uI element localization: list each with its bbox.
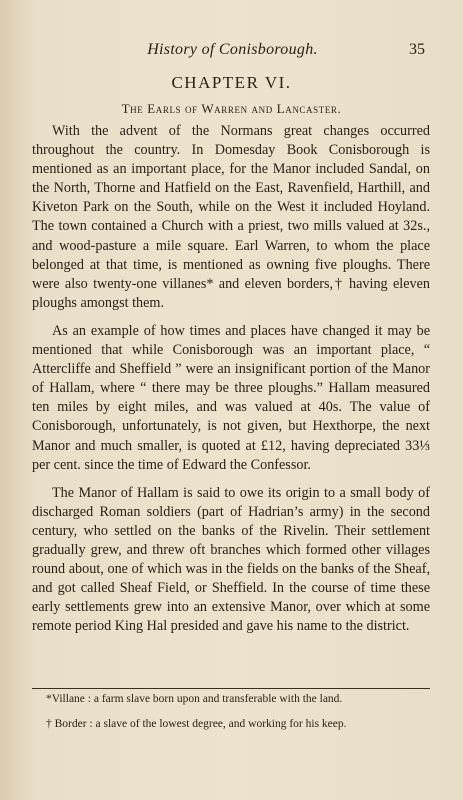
running-title: History of Conisborough. (147, 41, 318, 58)
footnotes (32, 691, 430, 741)
footnote: *Villane : a farm slave born upon and transferable with the land. (46, 693, 343, 705)
paragraph: As an example of how times and places have changed it may be mentioned that while Conisborough was an important place, “ Attercliffe and Sheffield ” were an insignificant portion of the Manor of Hallam, where “ there may be three ploughs.” Hallam measured ten miles by eight miles, and was valued at 40s. The value of Conisborough, unfortunately, is not given, but Hexthorpe, the next Manor and much smaller, is quoted at £12, having depreciated 33⅓ per cent. since the time of Edward the Confessor. (32, 322, 430, 473)
running-head (32, 41, 433, 61)
footnote: † Border : a slave of the lowest degree, and working for his keep. (46, 718, 347, 730)
paragraph: The Manor of Hallam is said to owe its origin to a small body of discharged Roman soldiers (part of Hadrian’s army) in the second century, who settled on the banks of the Rivelin. Their settlement gradually grew, and threw oft branches which formed other villages round about, one of which was in the fields on the banks of the Sheaf, and got called Sheaf Field, or Sheffield. In the course of time these early settlements grew into an extensive Manor, over which at some remote period King Hal presided and gave his name to the district. (32, 484, 430, 635)
page-number: 35 (409, 41, 425, 58)
chapter-subheading: The Earls of Warren and Lancaster. (121, 101, 342, 116)
body-text (32, 122, 430, 645)
chapter-heading: CHAPTER VI. (171, 73, 292, 92)
paragraph: With the advent of the Normans great changes occurred throughout the country. In Domesday Book Conisborough is mentioned as an important place, for the Manor included Sandal, on the North, Thorne and Hatfield on the East, Ravenfield, Harthill, and Kiveton Park on the South, while on the West it included Hoyland. The town contained a Church with a priest, two mills valued at 32s., and wood-pasture a mile square. Earl Warren, to whom the place belonged at that time, is mentioned as owning five ploughs. There were also twenty-one villanes* and eleven borders,† having eleven ploughs amongst them. (32, 123, 430, 311)
footnote-divider (32, 688, 430, 689)
